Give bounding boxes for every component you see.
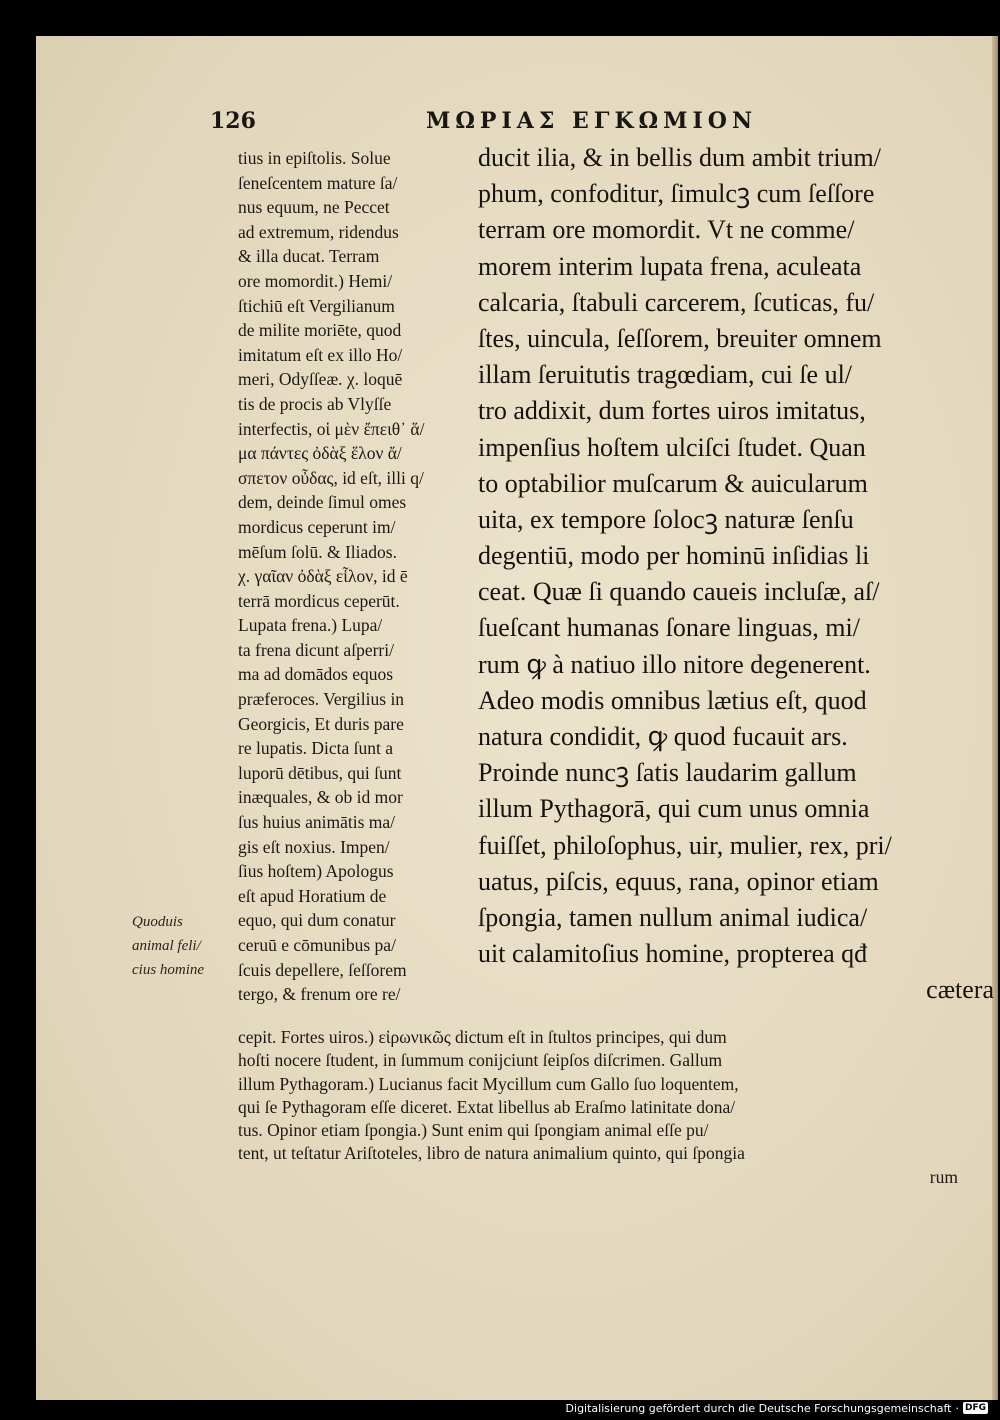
commentary-line: & illa ducat. Terram xyxy=(238,246,380,267)
commentary-line: præferoces. Vergilius in xyxy=(238,689,405,710)
footnote-line: qui ſe Pythagoram eſſe diceret. Extat libellus ab Eraſmo latinitate dona/ xyxy=(238,1096,736,1117)
commentary-line: nus equum, ne Peccet xyxy=(238,197,390,218)
book-page xyxy=(36,36,998,1400)
commentary-line: ſeneſcentem mature ſa/ xyxy=(238,172,398,193)
side-note-line: Quoduis xyxy=(132,914,183,930)
commentary-line: ſius hoſtem) Apologus xyxy=(238,861,394,882)
commentary-line: interfectis, οἱ μὲν ἔπειθ᾽ ἅ/ xyxy=(238,418,425,439)
commentary-line: ceruū e cōmunibus pa/ xyxy=(238,935,396,955)
commentary-line: luporū dētibus, qui ſunt xyxy=(238,762,402,783)
commentary-line: ſus huius animātis ma/ xyxy=(238,812,396,833)
main-text-line: uit calamitoſius homine, propterea qđ xyxy=(478,939,868,969)
footnote-line: hoſti nocere ſtudent, in ſummum conijciunt ſeipſos diſcrimen. Gallum xyxy=(238,1050,723,1071)
commentary-line: imitatum eſt ex illo Ho/ xyxy=(238,344,403,365)
commentary-line: ſcuis depellere, ſeſſorem xyxy=(238,959,407,980)
commentary-line: mēſum ſolū. & Iliados. xyxy=(238,541,397,562)
main-text-line: degentiū, modo per hominū inſidias li xyxy=(478,541,870,571)
footer-credit: Digitalisierung gefördert durch die Deutsche Forschungsgemeinschaft xyxy=(565,1401,952,1415)
main-text-line: cætera xyxy=(926,975,994,1005)
commentary-line: terrā mordicus ceperūt. xyxy=(238,590,400,611)
commentary-line: gis eſt noxius. Impen/ xyxy=(238,836,390,857)
commentary-line: inæquales, & ob id mor xyxy=(238,787,403,808)
running-head xyxy=(36,108,998,138)
main-text-line: uatus, piſcis, equus, rana, opinor etiam xyxy=(478,866,879,896)
commentary-line: dem, deinde ſimul omes xyxy=(238,492,407,513)
commentary-line: de milite moriēte, quod xyxy=(238,320,402,341)
main-text-line: calcaria, ſtabuli carcerem, ſcuticas, fu/ xyxy=(478,287,875,317)
side-note xyxy=(132,910,242,982)
commentary-line: σπετον οὖδας, id eſt, illi q/ xyxy=(238,467,424,488)
commentary-line: Lupata frena.) Lupa/ xyxy=(238,615,383,636)
running-title: ΜΩΡΙΑΣ ΕΓΚΩΜΙΟΝ xyxy=(426,108,758,134)
main-text-line: rum ꝙ à natiuo illo nitore degenerent. xyxy=(478,649,871,679)
main-text-line: fuiſſet, philoſophus, uir, mulier, rex, pri/ xyxy=(478,830,892,860)
commentary-line: μα πάντες ὀδὰξ ἕλον ἄ/ xyxy=(238,443,402,464)
side-note-line: cius homine xyxy=(132,962,205,978)
commentary-line: equo, qui dum conatur xyxy=(238,910,396,931)
main-text-column xyxy=(478,140,998,1009)
footer-separator: · xyxy=(955,1401,959,1415)
commentary-line: tius in epiſtolis. Solue xyxy=(238,148,391,168)
main-text-line: illam ſeruitutis tragœdiam, cui ſe ul/ xyxy=(478,360,853,390)
main-text-line: illum Pythagorā, qui cum unus omnia xyxy=(478,794,870,824)
main-text-line: morem interim lupata frena, aculeata xyxy=(478,251,862,281)
commentary-line: tergo, & frenum ore re/ xyxy=(238,984,401,1005)
commentary-line: re lupatis. Dicta ſunt a xyxy=(238,738,394,759)
footnote-line: tus. Opinor etiam ſpongia.) Sunt enim qui ſpongiam animal eſſe pu/ xyxy=(238,1120,709,1141)
main-text-line: uita, ex tempore ſolocꝫ naturæ ſenſu xyxy=(478,504,854,534)
side-note-line: animal feli/ xyxy=(132,938,201,954)
main-text-line: phum, confoditur, ſimulcꝫ cum ſeſſore xyxy=(478,179,875,209)
main-text-line: natura condidit, ꝙ quod fucauit ars. xyxy=(478,722,848,751)
footnote-line: rum xyxy=(929,1166,958,1187)
main-text-line: to optabilior muſcarum & auicularum xyxy=(478,468,868,498)
commentary-line: ma ad domādos equos xyxy=(238,664,394,685)
main-text-line: ceat. Quæ ſi quando caueis incluſæ, aſ/ xyxy=(478,577,880,607)
main-text-line: ſueſcant humanas ſonare linguas, mi/ xyxy=(478,613,860,643)
footnote-block xyxy=(238,1026,958,1189)
commentary-line: ad extremum, ridendus xyxy=(238,221,399,242)
commentary-line: ore momordit.) Hemi/ xyxy=(238,270,393,291)
main-text-line: tro addixit, dum fortes uiros imitatus, xyxy=(478,396,866,426)
page-number: 126 xyxy=(210,108,256,134)
commentary-line: ſtichiū eſt Vergilianum xyxy=(238,295,395,316)
main-text-line: terram ore momordit. Vt ne comme/ xyxy=(478,215,855,245)
footnote-line: cepit. Fortes uiros.) εἰρωνικῶς dictum eſt in ſtultos principes, qui dum xyxy=(238,1027,727,1047)
commentary-line: ta frena dicunt aſperri/ xyxy=(238,639,394,660)
commentary-column xyxy=(238,146,498,1007)
footnote-line: tent, ut teſtatur Ariſtoteles, libro de natura animalium quinto, qui ſpongia xyxy=(238,1143,745,1164)
commentary-line: χ. γαῖαν ὀδὰξ εἷλον, id ē xyxy=(238,566,408,587)
footer-bar xyxy=(566,1398,988,1418)
main-text-line: impenſius hoſtem ulciſci ſtudet. Quan xyxy=(478,432,866,462)
commentary-line: Georgicis, Et duris pare xyxy=(238,713,404,734)
commentary-line: tis de procis ab Vlyſſe xyxy=(238,393,392,414)
commentary-line: eſt apud Horatium de xyxy=(238,885,387,906)
commentary-line: mordicus ceperunt im/ xyxy=(238,516,396,537)
main-text-line: ducit ilia, & in bellis dum ambit trium/ xyxy=(478,143,881,172)
dfg-logo: DFG xyxy=(964,1403,986,1413)
main-text-line: ſtes, uincula, ſeſſorem, breuiter omnem xyxy=(478,323,882,353)
commentary-line: meri, Odyſſeæ. χ. loquē xyxy=(238,369,403,390)
footnote-line: illum Pythagoram.) Lucianus facit Mycillum cum Gallo ſuo loquentem, xyxy=(238,1073,739,1094)
main-text-line: Proinde nuncꝫ ſatis laudarim gallum xyxy=(478,758,857,788)
main-text-line: Adeo modis omnibus lætius eſt, quod xyxy=(478,685,867,715)
main-text-line: ſpongia, tamen nullum animal iudica/ xyxy=(478,902,868,932)
